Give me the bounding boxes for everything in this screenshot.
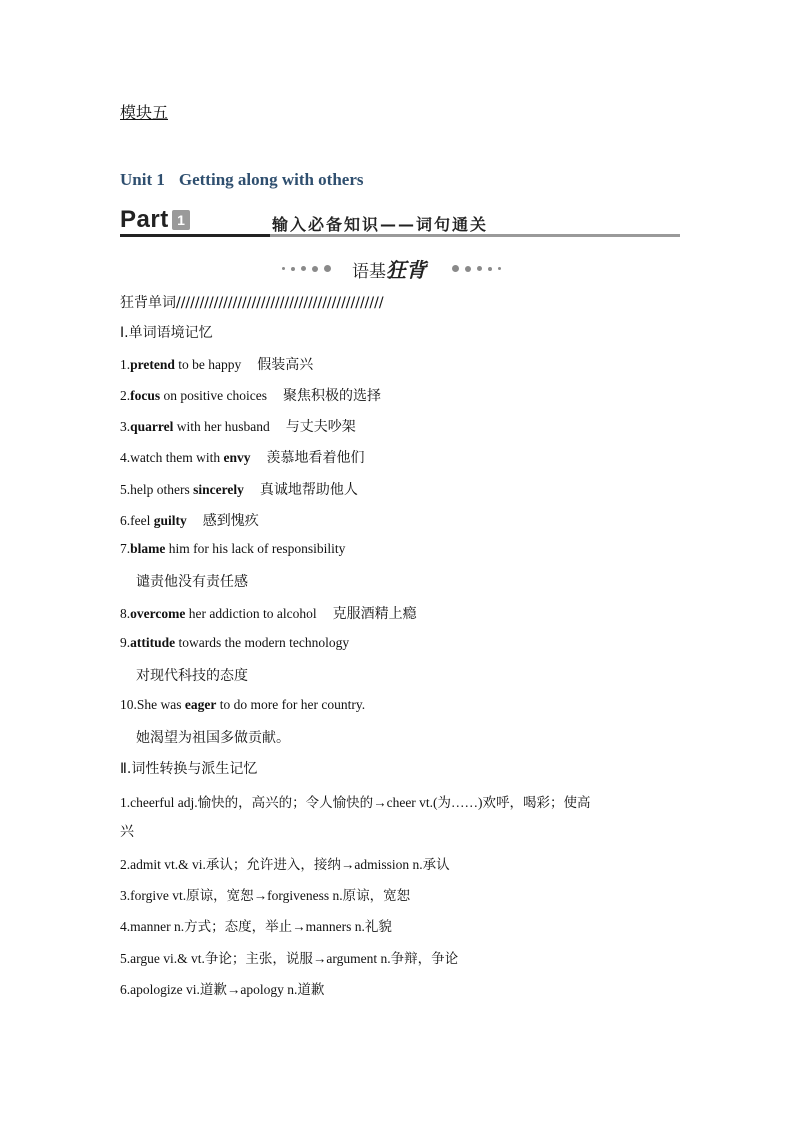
list-item: 6.feel guilty 感到愧疚 (120, 513, 259, 529)
list-item: 6.apologize vi.道歉→apology n.道歉 (120, 982, 325, 997)
section1-heading: Ⅰ.单词语境记忆 (120, 325, 213, 341)
list-item: 10.She was eager to do more for her country. (120, 697, 366, 712)
unit-number: Unit 1 (120, 170, 165, 189)
list-item: 5.argue vi.& vt.争论；主张，说服→argument n.争辩，争论 (120, 951, 459, 966)
unit-title (120, 170, 364, 190)
list-item: 2.focus on positive choices 聚焦积极的选择 (120, 388, 381, 404)
list-item: 9.attitude towards the modern technology (120, 635, 350, 650)
part-number-badge: 1 (172, 210, 190, 230)
banner-title (352, 254, 426, 283)
part-header (120, 206, 680, 238)
list-item: 2.admit vt.& vi.承认；允许进入，接纳→admission n.承认 (120, 857, 450, 872)
list-item: 1.cheerful adj.愉快的，高兴的；令人愉快的→cheer vt.(为……)欢呼，喝彩；使高 (120, 795, 591, 810)
banner-dots-left (282, 265, 331, 272)
part-label: Part (120, 206, 169, 233)
module-title: 模块五 (120, 103, 169, 122)
banner-emphasis: 狂背 (386, 258, 426, 282)
list-item-translation: 对现代科技的态度 (136, 668, 248, 684)
unit-name: Getting along with others (178, 170, 364, 189)
banner-prefix: 语基 (352, 262, 386, 282)
part-divider-accent (120, 234, 270, 237)
list-item: 3.quarrel with her husband 与丈夫吵架 (120, 419, 356, 435)
part-subtitle: 输入必备知识——词句通关 (272, 215, 489, 234)
list-item: 4.watch them with envy 羡慕地看着他们 (120, 450, 365, 466)
section-label: 狂背单词//////////////////////////////////////////// (120, 295, 384, 311)
list-item: 1.pretend to be happy 假装高兴 (120, 357, 314, 373)
list-item-translation: 她渴望为祖国多做贡献。 (136, 730, 290, 746)
section2-heading: Ⅱ.词性转换与派生记忆 (120, 761, 258, 777)
list-item: 8.overcome her addiction to alcohol 克服酒精上瘾 (120, 606, 417, 622)
list-item: 5.help others sincerely 真诚地帮助他人 (120, 482, 358, 498)
list-item-continuation: 兴 (120, 824, 134, 840)
list-item: 3.forgive vt.原谅，宽恕→forgiveness n.原谅，宽恕 (120, 888, 411, 903)
list-item-translation: 谴责他没有责任感 (136, 574, 248, 590)
list-item: 4.manner n.方式；态度，举止→manners n.礼貌 (120, 919, 392, 934)
list-item: 7.blame him for his lack of responsibility (120, 541, 346, 556)
section-banner (282, 254, 512, 280)
banner-dots-right (452, 265, 501, 272)
